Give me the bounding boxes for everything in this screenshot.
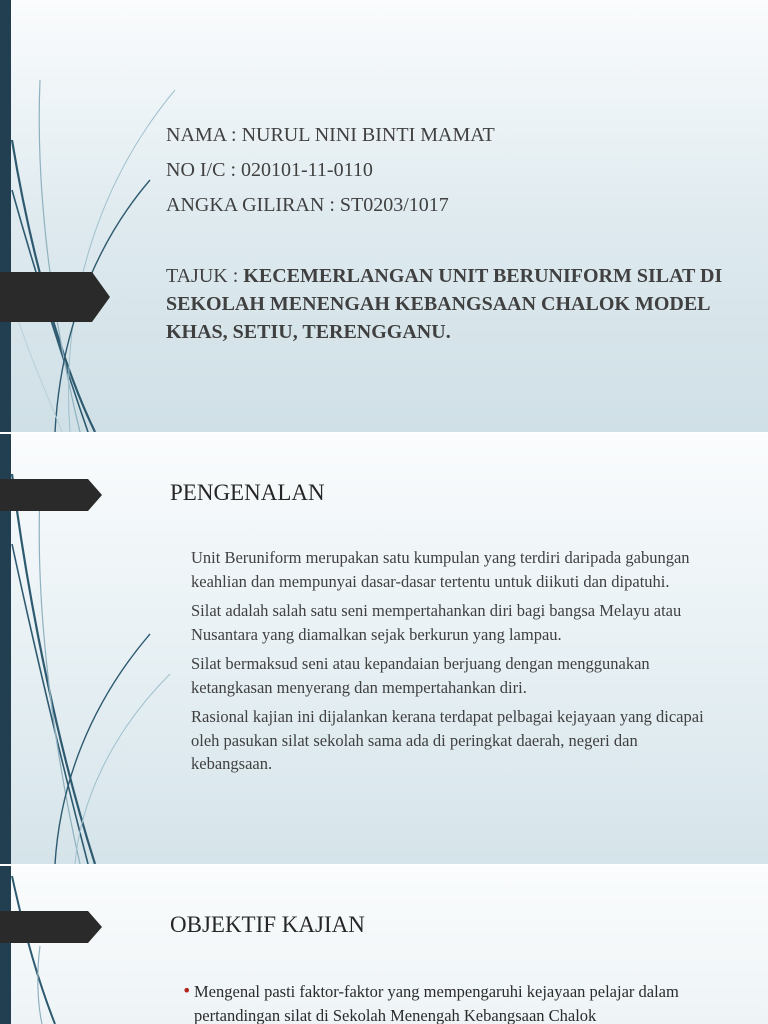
arrow-tab-marker	[0, 479, 104, 511]
list-item	[167, 705, 707, 776]
decorative-curves	[0, 866, 180, 1024]
bullet-text: Rasional kajian ini dijalankan kerana terdapat pelbagai kejayaan yang dicapai oleh pasukan silat sekolah sama ada di peringkat daerah, negeri dan kebangsaan.	[191, 707, 704, 773]
list-item	[167, 652, 707, 699]
objektif-heading: OBJEKTIF KAJIAN	[170, 912, 365, 937]
arrow-tab-marker	[0, 911, 104, 943]
bullet-text: Mengenal pasti faktor-faktor yang mempengaruhi kejayaan pelajar dalam pertandingan silat di Sekolah Menengah Kebangsaan Chalok	[194, 982, 679, 1024]
no-ic-line: NO I/C : 020101-11-0110	[166, 159, 373, 181]
list-item	[170, 980, 740, 1024]
nama-line: NAMA : NURUL NINI BINTI MAMAT	[166, 124, 495, 146]
list-item	[167, 546, 707, 593]
angka-giliran-line: ANGKA GILIRAN : ST0203/1017	[166, 194, 449, 216]
bullet-icon: •	[182, 981, 192, 1000]
list-item	[167, 599, 707, 646]
arrow-tab-marker	[0, 272, 112, 322]
objektif-slide	[0, 866, 768, 1024]
title-slide	[0, 0, 768, 432]
pengenalan-slide	[0, 434, 768, 864]
bullet-text: Silat bermaksud seni atau kepandaian berjuang dengan menggunakan ketangkasan menyerang dan mempertahankan diri.	[191, 654, 650, 697]
pengenalan-heading: PENGENALAN	[170, 480, 325, 505]
bullet-text: Silat adalah salah satu seni mempertahankan diri bagi bangsa Melayu atau Nusantara yang diamalkan sejak berkurun yang lampau.	[191, 601, 682, 644]
tajuk-title	[166, 262, 726, 346]
pengenalan-bullet-list	[167, 546, 707, 782]
objektif-bullet-list	[170, 980, 740, 1024]
bullet-text: Unit Beruniform merupakan satu kumpulan yang terdiri daripada gabungan keahlian dan mempunyai dasar-dasar tertentu untuk diikuti dan dipatuhi.	[191, 548, 690, 591]
tajuk-label: TAJUK :	[166, 265, 244, 287]
tajuk-text: KECEMERLANGAN UNIT BERUNIFORM SILAT DI SEKOLAH MENENGAH KEBANGSAAN CHALOK MODEL KHAS, SETIU, TERENGGANU.	[166, 265, 723, 343]
decorative-curves	[0, 0, 180, 432]
